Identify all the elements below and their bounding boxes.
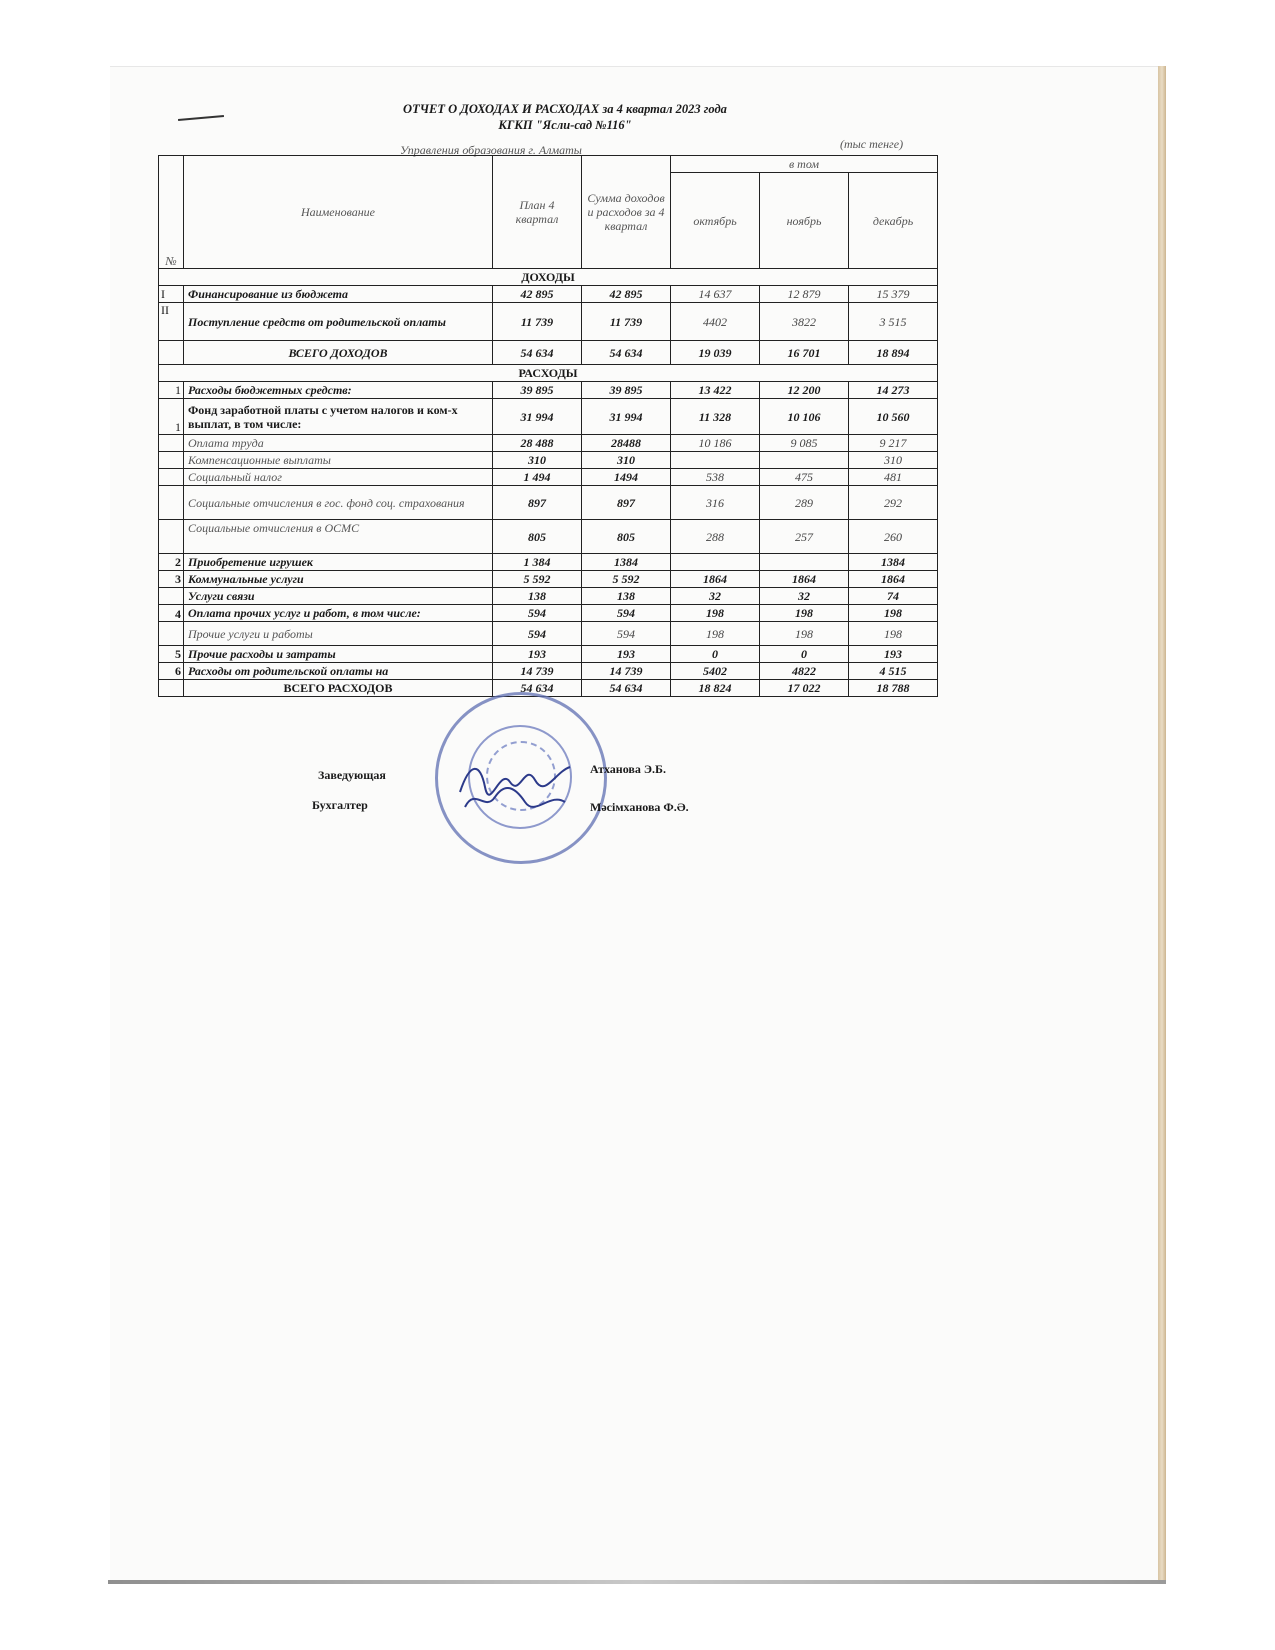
organization-name: КГКП "Ясли-сад №116" bbox=[498, 118, 632, 132]
row-name: ВСЕГО РАСХОДОВ bbox=[184, 680, 493, 697]
head-label: Заведующая bbox=[318, 768, 386, 782]
row-num: 1 bbox=[159, 399, 184, 435]
row-sum: 897 bbox=[582, 486, 671, 520]
row-num: 5 bbox=[159, 646, 184, 663]
table-row bbox=[159, 452, 938, 469]
row-dec: 193 bbox=[849, 646, 938, 663]
row-dec: 292 bbox=[849, 486, 938, 520]
row-plan: 28 488 bbox=[493, 435, 582, 452]
row-oct bbox=[671, 554, 760, 571]
row-num bbox=[159, 341, 184, 365]
row-dec: 198 bbox=[849, 622, 938, 646]
table-row bbox=[159, 571, 938, 588]
header-sum: Сумма доходов и расходов за 4 квартал bbox=[582, 156, 671, 269]
row-num: 3 bbox=[159, 571, 184, 588]
row-nov: 0 bbox=[760, 646, 849, 663]
row-sum: 310 bbox=[582, 452, 671, 469]
expense-total-row bbox=[159, 680, 938, 697]
row-sum: 14 739 bbox=[582, 663, 671, 680]
row-name: Социальные отчисления в гос. фонд соц. страхования bbox=[184, 486, 493, 520]
header-november: ноябрь bbox=[760, 173, 849, 269]
income-total-row bbox=[159, 341, 938, 365]
row-plan: 1 494 bbox=[493, 469, 582, 486]
row-oct: 288 bbox=[671, 520, 760, 554]
row-name: Финансирование из бюджета bbox=[184, 286, 493, 303]
row-plan: 54 634 bbox=[493, 341, 582, 365]
row-sum: 594 bbox=[582, 605, 671, 622]
table-row bbox=[159, 303, 938, 341]
row-nov: 12 200 bbox=[760, 382, 849, 399]
row-name: Социальный налог bbox=[184, 469, 493, 486]
row-oct: 4402 bbox=[671, 303, 760, 341]
row-sum: 54 634 bbox=[582, 341, 671, 365]
row-dec: 15 379 bbox=[849, 286, 938, 303]
row-nov: 257 bbox=[760, 520, 849, 554]
row-oct: 32 bbox=[671, 588, 760, 605]
row-oct: 19 039 bbox=[671, 341, 760, 365]
header-num: № bbox=[159, 156, 184, 269]
row-dec: 1864 bbox=[849, 571, 938, 588]
accountant-name: Мәсімханова Ф.Ә. bbox=[590, 800, 689, 814]
header-name: Наименование bbox=[184, 156, 493, 269]
header-plan: План 4 квартал bbox=[493, 156, 582, 269]
row-name: Прочие расходы и затраты bbox=[184, 646, 493, 663]
row-plan: 897 bbox=[493, 486, 582, 520]
row-nov: 10 106 bbox=[760, 399, 849, 435]
row-name: Услуги связи bbox=[184, 588, 493, 605]
row-num: 1 bbox=[159, 382, 184, 399]
row-nov: 198 bbox=[760, 622, 849, 646]
row-num bbox=[159, 435, 184, 452]
row-nov: 4822 bbox=[760, 663, 849, 680]
table-row bbox=[159, 605, 938, 622]
row-num bbox=[159, 452, 184, 469]
table-edge bbox=[1158, 66, 1166, 1582]
row-dec: 310 bbox=[849, 452, 938, 469]
row-name: Коммунальные услуги bbox=[184, 571, 493, 588]
row-dec: 1384 bbox=[849, 554, 938, 571]
row-nov: 289 bbox=[760, 486, 849, 520]
row-oct: 13 422 bbox=[671, 382, 760, 399]
row-plan: 42 895 bbox=[493, 286, 582, 303]
row-sum: 1384 bbox=[582, 554, 671, 571]
row-plan: 310 bbox=[493, 452, 582, 469]
row-nov: 32 bbox=[760, 588, 849, 605]
row-name: Поступление средств от родительской оплаты bbox=[184, 303, 493, 341]
header-december: декабрь bbox=[849, 173, 938, 269]
row-dec: 14 273 bbox=[849, 382, 938, 399]
row-name: ВСЕГО ДОХОДОВ bbox=[184, 341, 493, 365]
row-plan: 5 592 bbox=[493, 571, 582, 588]
header-in-which: в том bbox=[671, 156, 938, 173]
row-sum: 31 994 bbox=[582, 399, 671, 435]
row-nov bbox=[760, 452, 849, 469]
row-num bbox=[159, 469, 184, 486]
table-row bbox=[159, 554, 938, 571]
table-row bbox=[159, 399, 938, 435]
row-plan: 31 994 bbox=[493, 399, 582, 435]
row-num bbox=[159, 680, 184, 697]
table-row bbox=[159, 646, 938, 663]
row-name: Социальные отчисления в ОСМС bbox=[184, 520, 493, 554]
row-dec: 481 bbox=[849, 469, 938, 486]
row-num bbox=[159, 588, 184, 605]
row-name: Расходы бюджетных средств: bbox=[184, 382, 493, 399]
table-row bbox=[159, 469, 938, 486]
row-oct: 538 bbox=[671, 469, 760, 486]
row-dec: 4 515 bbox=[849, 663, 938, 680]
row-dec: 10 560 bbox=[849, 399, 938, 435]
department-name: Управления образования г. Алматы bbox=[400, 143, 582, 157]
row-plan: 594 bbox=[493, 605, 582, 622]
row-oct: 5402 bbox=[671, 663, 760, 680]
row-nov: 1864 bbox=[760, 571, 849, 588]
row-nov: 9 085 bbox=[760, 435, 849, 452]
row-plan: 39 895 bbox=[493, 382, 582, 399]
row-num bbox=[159, 486, 184, 520]
paper-shadow bbox=[108, 1580, 1166, 1584]
row-sum: 39 895 bbox=[582, 382, 671, 399]
head-name: Атханова Э.Б. bbox=[590, 762, 666, 776]
income-section-title: ДОХОДЫ bbox=[159, 269, 938, 286]
row-dec: 9 217 bbox=[849, 435, 938, 452]
row-name: Приобретение игрушек bbox=[184, 554, 493, 571]
row-nov: 12 879 bbox=[760, 286, 849, 303]
report-title: ОТЧЕТ О ДОХОДАХ И РАСХОДАХ за 4 квартал 2023 года bbox=[403, 102, 727, 116]
row-oct bbox=[671, 452, 760, 469]
row-num: 4 bbox=[159, 605, 184, 622]
row-oct: 11 328 bbox=[671, 399, 760, 435]
row-dec: 3 515 bbox=[849, 303, 938, 341]
row-num: II bbox=[159, 303, 184, 341]
row-oct: 1864 bbox=[671, 571, 760, 588]
row-sum: 193 bbox=[582, 646, 671, 663]
row-nov bbox=[760, 554, 849, 571]
row-dec: 74 bbox=[849, 588, 938, 605]
row-sum: 5 592 bbox=[582, 571, 671, 588]
row-num: 6 bbox=[159, 663, 184, 680]
row-name: Расходы от родительской оплаты на bbox=[184, 663, 493, 680]
row-name: Фонд заработной платы с учетом налогов и ком-х выплат, в том числе: bbox=[184, 399, 493, 435]
table-row bbox=[159, 486, 938, 520]
row-name: Оплата труда bbox=[184, 435, 493, 452]
row-name: Компенсационные выплаты bbox=[184, 452, 493, 469]
accountant-label: Бухгалтер bbox=[312, 798, 368, 812]
row-num: I bbox=[159, 286, 184, 303]
units-label: (тыс тенге) bbox=[840, 137, 904, 151]
table-row bbox=[159, 286, 938, 303]
row-sum: 28488 bbox=[582, 435, 671, 452]
table-row bbox=[159, 622, 938, 646]
row-oct: 10 186 bbox=[671, 435, 760, 452]
table-row bbox=[159, 663, 938, 680]
row-plan: 1 384 bbox=[493, 554, 582, 571]
row-num bbox=[159, 520, 184, 554]
row-nov: 475 bbox=[760, 469, 849, 486]
row-name: Прочие услуги и работы bbox=[184, 622, 493, 646]
expense-section-title: РАСХОДЫ bbox=[159, 365, 938, 382]
row-oct: 198 bbox=[671, 622, 760, 646]
row-sum: 805 bbox=[582, 520, 671, 554]
row-plan: 11 739 bbox=[493, 303, 582, 341]
row-oct: 14 637 bbox=[671, 286, 760, 303]
row-sum: 138 bbox=[582, 588, 671, 605]
row-oct: 316 bbox=[671, 486, 760, 520]
row-name: Оплата прочих услуг и работ, в том числе: bbox=[184, 605, 493, 622]
row-plan: 138 bbox=[493, 588, 582, 605]
row-oct: 198 bbox=[671, 605, 760, 622]
row-nov: 16 701 bbox=[760, 341, 849, 365]
header-october: октябрь bbox=[671, 173, 760, 269]
row-plan: 805 bbox=[493, 520, 582, 554]
table-row bbox=[159, 588, 938, 605]
handwritten-signature bbox=[455, 752, 575, 812]
row-nov: 3822 bbox=[760, 303, 849, 341]
row-sum: 42 895 bbox=[582, 286, 671, 303]
row-oct: 0 bbox=[671, 646, 760, 663]
row-nov: 198 bbox=[760, 605, 849, 622]
row-dec: 18 894 bbox=[849, 341, 938, 365]
row-num: 2 bbox=[159, 554, 184, 571]
row-nov: 17 022 bbox=[760, 680, 849, 697]
row-plan: 594 bbox=[493, 622, 582, 646]
row-plan: 54 634 bbox=[493, 680, 582, 697]
table-row bbox=[159, 435, 938, 452]
row-dec: 18 788 bbox=[849, 680, 938, 697]
row-num bbox=[159, 622, 184, 646]
row-sum: 54 634 bbox=[582, 680, 671, 697]
row-sum: 594 bbox=[582, 622, 671, 646]
row-plan: 193 bbox=[493, 646, 582, 663]
row-plan: 14 739 bbox=[493, 663, 582, 680]
row-dec: 198 bbox=[849, 605, 938, 622]
row-dec: 260 bbox=[849, 520, 938, 554]
row-oct: 18 824 bbox=[671, 680, 760, 697]
table-row bbox=[159, 382, 938, 399]
report-table bbox=[158, 155, 938, 697]
table-row bbox=[159, 520, 938, 554]
row-sum: 11 739 bbox=[582, 303, 671, 341]
row-sum: 1494 bbox=[582, 469, 671, 486]
